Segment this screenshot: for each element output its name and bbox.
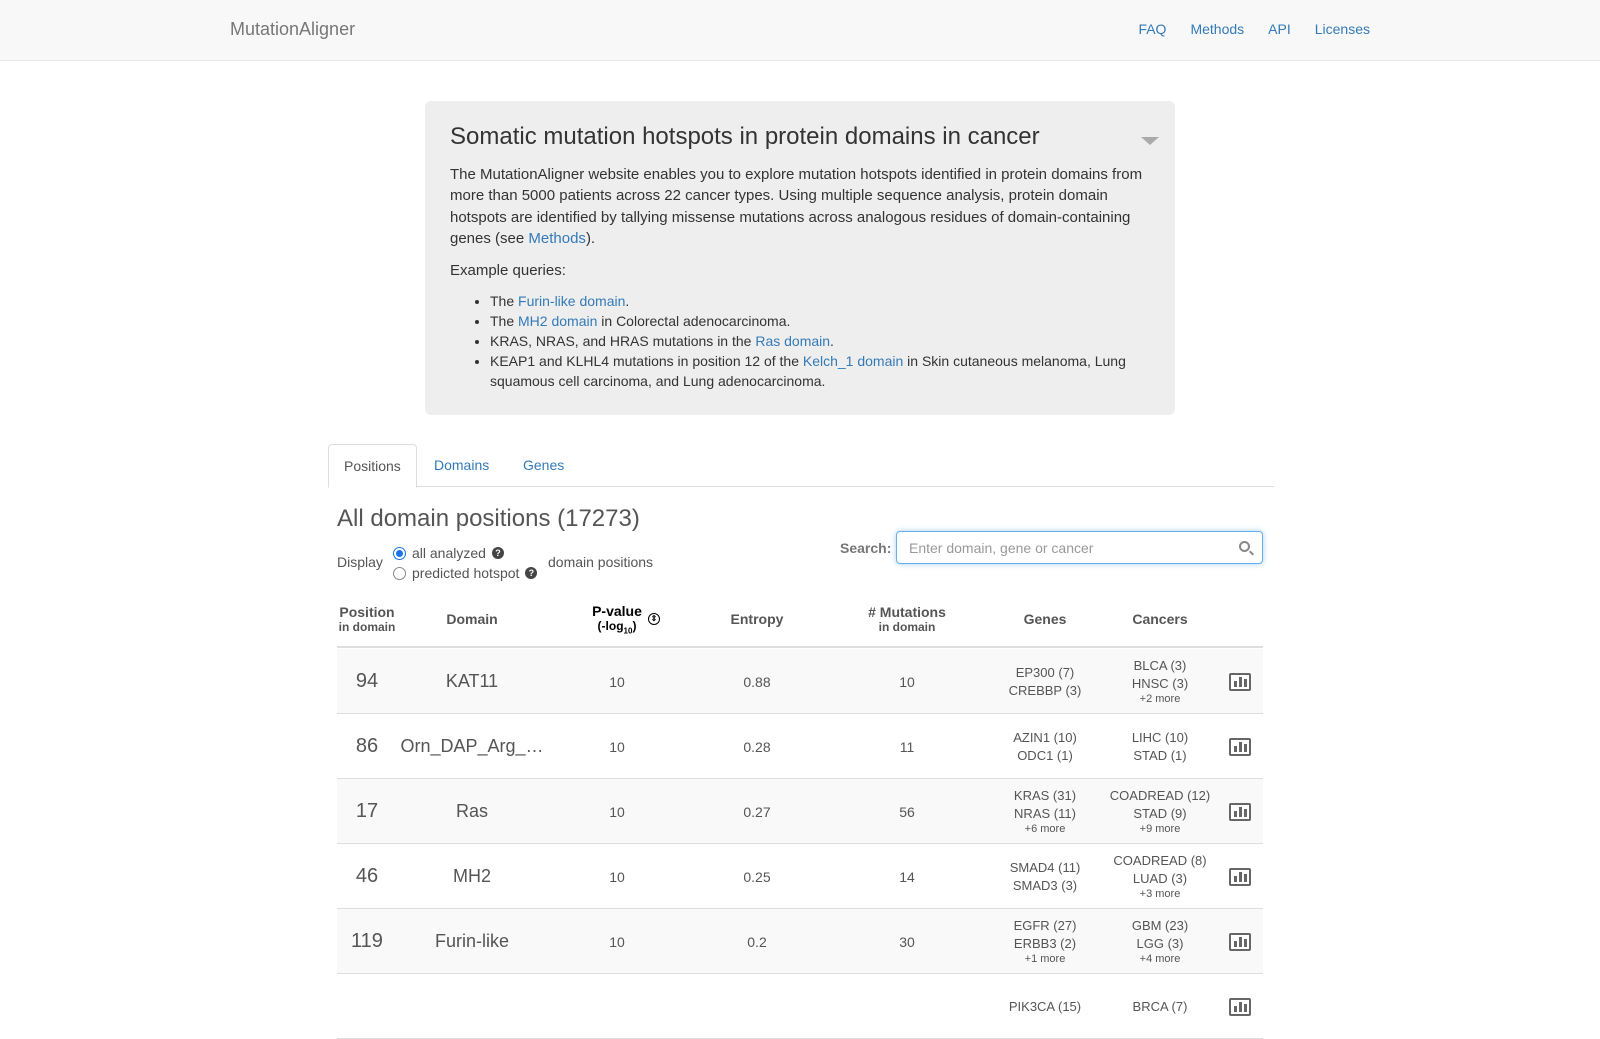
row-cancers — [1100, 649, 1220, 714]
example-link-kelch[interactable]: Kelch_1 domain — [802, 353, 904, 370]
table-row[interactable] — [337, 779, 1263, 844]
cancer-entry[interactable]: GBM (23) — [1131, 918, 1189, 933]
cancer-entry[interactable]: LIHC (10) — [1131, 729, 1189, 745]
radio-all-analyzed[interactable] — [393, 545, 504, 561]
nav-faq-link[interactable]: FAQ — [1138, 21, 1167, 37]
example-item: • KEAP1 and KLHL4 mutations in position 12 of the Kelch_1 domain in Skin cutaneous melanoma, Lung squamous cell carcinoma, and Lung adenocarcinoma. — [490, 351, 1150, 391]
sort-icon[interactable]: ⇕ — [648, 613, 660, 625]
gene-entry[interactable]: SMAD3 (3) — [1012, 877, 1078, 893]
tab-positions[interactable]: Positions — [328, 444, 417, 488]
gene-entry[interactable]: EP300 (7) — [1015, 664, 1075, 680]
row-mutations: 10 — [899, 673, 915, 690]
genes-more-link[interactable]: +1 more — [1024, 953, 1066, 965]
question-icon[interactable]: ? — [525, 567, 537, 579]
gene-entry[interactable]: ODC1 (1) — [1017, 747, 1073, 763]
row-chart-button[interactable] — [1225, 779, 1255, 844]
tab-bar — [328, 444, 1274, 487]
row-mutations — [837, 974, 977, 1039]
gene-entry[interactable]: AZIN1 (10) — [1013, 729, 1077, 745]
tab-domains[interactable]: Domains — [434, 457, 490, 473]
header-domain[interactable]: Domain — [446, 611, 498, 627]
cancer-entry[interactable]: STAD (1) — [1133, 747, 1187, 763]
search-box — [896, 531, 1263, 564]
row-cancers — [1100, 909, 1220, 974]
row-pvalue: 10 — [609, 803, 625, 820]
row-mutations: 30 — [899, 933, 915, 950]
examples-list — [490, 291, 1150, 391]
bar-chart-icon[interactable] — [1229, 933, 1251, 951]
nav-licenses-link[interactable]: Licenses — [1314, 21, 1370, 37]
tab-genes[interactable]: Genes — [523, 457, 565, 473]
header-pvalue[interactable]: P-value $(-\log_{10})$ ⇕ — [547, 590, 687, 648]
row-chart-button[interactable] — [1225, 909, 1255, 974]
cancers-more-link[interactable]: +3 more — [1139, 888, 1181, 900]
nav-methods-link[interactable]: Methods — [1190, 21, 1245, 37]
row-entropy: 0.2 — [747, 933, 767, 950]
cancer-entry[interactable]: COADREAD (8) — [1113, 853, 1207, 868]
row-cancers — [1100, 779, 1220, 844]
bar-chart-icon[interactable] — [1229, 803, 1251, 821]
row-position: 86 — [355, 735, 379, 757]
row-chart-button[interactable] — [1225, 844, 1255, 909]
intro-title: Somatic mutation hotspots in protein domains in cancer — [450, 123, 1040, 150]
cancer-entry[interactable]: HNSC (3) — [1131, 676, 1189, 691]
header-mutations[interactable]: # Mutations in domain — [868, 604, 946, 634]
gene-entry[interactable]: KRAS (31) — [1013, 788, 1077, 803]
brand-logo[interactable]: MutationAligner — [230, 19, 356, 39]
gene-entry[interactable]: PIK3CA (15) — [1008, 998, 1082, 1014]
row-position: 119 — [351, 930, 383, 952]
row-entropy: 0.28 — [743, 738, 771, 755]
row-genes — [985, 779, 1105, 844]
row-genes — [985, 974, 1105, 1039]
row-genes — [985, 909, 1105, 974]
search-icon[interactable] — [1239, 541, 1250, 552]
row-domain: Furin-like — [434, 931, 509, 951]
bar-chart-icon[interactable] — [1229, 738, 1251, 756]
row-domain — [397, 974, 547, 1039]
nav-links — [1138, 21, 1370, 37]
bar-chart-icon[interactable] — [1229, 673, 1251, 691]
row-position: 94 — [355, 670, 379, 692]
radio-all-button[interactable] — [393, 547, 406, 560]
gene-entry[interactable]: NRAS (11) — [1014, 806, 1076, 821]
row-position — [337, 974, 397, 1039]
table-row[interactable] — [337, 974, 1263, 1039]
row-entropy — [687, 974, 827, 1039]
example-link-mh2[interactable]: MH2 domain — [518, 313, 598, 330]
row-chart-button[interactable] — [1225, 974, 1255, 1039]
collapse-caret-icon[interactable] — [1141, 137, 1159, 145]
table-header — [337, 590, 1263, 648]
genes-more-link[interactable]: +6 more — [1024, 823, 1066, 835]
cancer-entry[interactable]: BRCA (7) — [1132, 998, 1188, 1014]
intro-text: The MutationAligner website enables you to explore mutation hotspots identified in protein domains from more than 5000 patients across 22 cancer types. Using multiple sequence analysis, protein domain hotspots are identified by tallying missense mutations across analogous residues of domain-containing genes (see Methods). — [450, 165, 1143, 248]
header-position[interactable]: Position in domain — [338, 604, 396, 634]
row-pvalue: 10 — [609, 673, 625, 690]
gene-entry[interactable]: SMAD4 (11) — [1009, 859, 1081, 875]
row-position: 46 — [355, 865, 379, 887]
search-input[interactable] — [897, 532, 1217, 563]
row-domain: MH2 — [452, 866, 491, 886]
intro-methods-link[interactable]: Methods — [528, 230, 586, 248]
radio-hotspot-label: predicted hotspot — [412, 565, 520, 581]
section-title: All domain positions (17273) — [337, 505, 640, 532]
row-pvalue: 10 — [609, 868, 625, 885]
bar-chart-icon[interactable] — [1229, 868, 1251, 886]
display-label: Display — [337, 554, 383, 570]
row-entropy: 0.25 — [743, 868, 771, 885]
gene-entry[interactable]: CREBBP (3) — [1008, 682, 1082, 698]
nav-api-link[interactable]: API — [1268, 21, 1291, 37]
table-row[interactable] — [337, 909, 1263, 974]
radio-all-label: all analyzed — [412, 545, 486, 561]
cancers-more-link[interactable]: +9 more — [1139, 823, 1181, 835]
row-mutations: 14 — [899, 868, 915, 885]
cancer-entry[interactable]: COADREAD (12) — [1109, 788, 1211, 803]
row-cancers — [1100, 844, 1220, 909]
row-cancers — [1100, 714, 1220, 779]
navbar — [0, 0, 1600, 61]
gene-entry[interactable]: EGFR (27) — [1013, 918, 1077, 933]
row-entropy: 0.88 — [743, 673, 771, 690]
header-genes[interactable]: Genes — [1023, 611, 1067, 627]
row-chart-button[interactable] — [1225, 714, 1255, 779]
search-label: Search: — [840, 540, 892, 556]
row-mutations: 11 — [899, 738, 915, 755]
example-link-furin[interactable]: Furin-like domain — [518, 293, 626, 310]
cancer-entry[interactable]: LGG (3) — [1136, 936, 1184, 951]
table-row[interactable] — [337, 649, 1263, 714]
row-genes — [985, 714, 1105, 779]
header-cancers[interactable]: Cancers — [1132, 611, 1188, 627]
radio-predicted-hotspot[interactable] — [393, 565, 537, 581]
example-item: • The Furin-like domain. — [490, 291, 1150, 311]
radio-hotspot-button[interactable] — [393, 567, 406, 580]
example-item: • The MH2 domain in Colorectal adenocarcinoma. — [490, 311, 1150, 331]
intro-panel — [425, 101, 1175, 415]
cancers-more-link[interactable]: +2 more — [1139, 693, 1181, 705]
question-icon[interactable]: ? — [492, 547, 504, 559]
example-link-ras[interactable]: Ras domain — [755, 333, 831, 350]
row-domain: Orn_DAP_Arg_… — [400, 736, 544, 756]
row-domain: Ras — [455, 801, 488, 821]
header-entropy[interactable]: Entropy — [730, 611, 784, 627]
table-row[interactable] — [337, 844, 1263, 909]
gene-entry[interactable]: ERBB3 (2) — [1013, 936, 1077, 951]
cancer-entry[interactable]: STAD (9) — [1133, 806, 1187, 821]
row-genes — [985, 844, 1105, 909]
row-genes — [985, 649, 1105, 714]
row-cancers — [1100, 974, 1220, 1039]
cancers-more-link[interactable]: +4 more — [1139, 953, 1181, 965]
row-entropy: 0.27 — [743, 803, 771, 820]
row-pvalue: 10 — [609, 738, 625, 755]
table-row[interactable] — [337, 714, 1263, 779]
cancer-entry[interactable]: BLCA (3) — [1133, 658, 1187, 673]
row-chart-button[interactable] — [1225, 649, 1255, 714]
row-mutations: 56 — [899, 803, 915, 820]
row-domain: KAT11 — [445, 671, 499, 691]
domain-positions-label: domain positions — [548, 554, 654, 570]
row-pvalue — [547, 974, 687, 1039]
bar-chart-icon[interactable] — [1229, 998, 1251, 1016]
example-item: • KRAS, NRAS, and HRAS mutations in the Ras domain. — [490, 331, 1150, 351]
examples-label: Example queries: — [450, 261, 566, 279]
cancer-entry[interactable]: LUAD (3) — [1132, 871, 1188, 886]
row-pvalue: 10 — [609, 933, 625, 950]
row-position: 17 — [355, 800, 379, 822]
